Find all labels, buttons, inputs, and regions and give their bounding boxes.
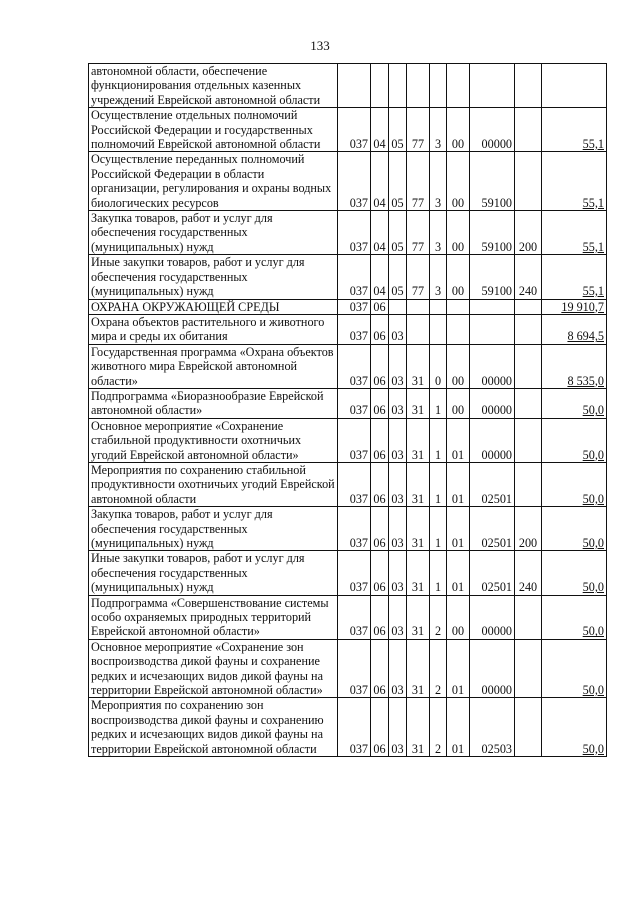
code-cell-c3: 03 xyxy=(389,595,407,639)
code-cell-c3 xyxy=(389,299,407,314)
code-cell-c5 xyxy=(430,314,447,344)
code-cell-c2: 06 xyxy=(371,388,389,418)
code-cell-c3: 03 xyxy=(389,418,407,462)
amount-value: 19 910,7 xyxy=(561,299,604,314)
code-cell-c7: 02501 xyxy=(470,462,515,506)
code-cell-c3: 03 xyxy=(389,551,407,595)
code-cell-c2: 04 xyxy=(371,255,389,299)
code-cell-c4: 31 xyxy=(407,344,430,388)
code-cell-c1: 037 xyxy=(338,507,371,551)
code-cell-c5: 1 xyxy=(430,551,447,595)
code-cell-c6: 00 xyxy=(447,344,470,388)
code-cell-c6 xyxy=(447,299,470,314)
table-row xyxy=(89,314,607,344)
code-cell-c2: 04 xyxy=(371,108,389,152)
amount-cell xyxy=(542,152,607,211)
row-name: Осуществление переданных полномочий Российской Федерации в области организации, регулирования и охраны водных биологических ресурсов xyxy=(89,152,338,211)
code-cell-c8 xyxy=(515,108,542,152)
code-cell-c2: 04 xyxy=(371,211,389,255)
code-cell-c6: 01 xyxy=(447,551,470,595)
code-cell-c1: 037 xyxy=(338,211,371,255)
row-name: Государственная программа «Охрана объектов животного мира Еврейской автономной области» xyxy=(89,344,338,388)
row-name: Осуществление отдельных полномочий Российской Федерации и государственных полномочий Еврейской автономной области xyxy=(89,108,338,152)
amount-value: 55,1 xyxy=(582,195,604,210)
code-cell-c4: 31 xyxy=(407,418,430,462)
code-cell-c7 xyxy=(470,299,515,314)
code-cell-c3: 05 xyxy=(389,108,407,152)
code-cell-c3: 05 xyxy=(389,211,407,255)
amount-value: 55,1 xyxy=(582,239,604,254)
code-cell-c3: 03 xyxy=(389,388,407,418)
code-cell-c3: 03 xyxy=(389,344,407,388)
code-cell-c1: 037 xyxy=(338,152,371,211)
code-cell-c3: 03 xyxy=(389,507,407,551)
code-cell-c5: 2 xyxy=(430,639,447,698)
code-cell-c1: 037 xyxy=(338,639,371,698)
code-cell-c2: 06 xyxy=(371,314,389,344)
code-cell-c5: 1 xyxy=(430,388,447,418)
amount-value: 50,0 xyxy=(582,536,604,550)
row-name: Закупка товаров, работ и услуг для обеспечения государственных (муниципальных) нужд xyxy=(89,211,338,255)
row-name: Мероприятия по сохранению зон воспроизводства дикой фауны и сохранению редких и исчезающих видов дикой фауны на территории Еврейской автономной области xyxy=(89,698,338,757)
budget-table xyxy=(88,63,607,757)
code-cell-c5 xyxy=(430,299,447,314)
amount-cell xyxy=(542,299,607,314)
code-cell-c3: 03 xyxy=(389,314,407,344)
amount-value: 50,0 xyxy=(582,580,604,595)
code-cell-c4 xyxy=(407,299,430,314)
code-cell-c2: 06 xyxy=(371,418,389,462)
code-cell-c8: 240 xyxy=(515,551,542,595)
code-cell-c1: 037 xyxy=(338,462,371,506)
code-cell-c4: 77 xyxy=(407,108,430,152)
code-cell-c8 xyxy=(515,388,542,418)
code-cell-c7: 59100 xyxy=(470,211,515,255)
row-name: Иные закупки товаров, работ и услуг для обеспечения государственных (муниципальных) нужд xyxy=(89,551,338,595)
row-name: Закупка товаров, работ и услуг для обеспечения государственных (муниципальных) нужд xyxy=(89,507,338,551)
code-cell-c7: 59100 xyxy=(470,255,515,299)
code-cell-c7: 00000 xyxy=(470,595,515,639)
amount-cell xyxy=(542,507,607,551)
code-cell-c2 xyxy=(371,64,389,108)
code-cell-c1: 037 xyxy=(338,255,371,299)
page-number: 133 xyxy=(310,38,330,53)
code-cell-c2: 06 xyxy=(371,507,389,551)
code-cell-c8 xyxy=(515,152,542,211)
code-cell-c4: 77 xyxy=(407,152,430,211)
code-cell-c8: 200 xyxy=(515,211,542,255)
code-cell-c5: 1 xyxy=(430,462,447,506)
code-cell-c6: 01 xyxy=(447,639,470,698)
row-name: Подпрограмма «Совершенствование системы особо охраняемых природных территорий Еврейской автономной области» xyxy=(89,595,338,639)
code-cell-c4: 31 xyxy=(407,698,430,757)
code-cell-c5: 1 xyxy=(430,507,447,551)
code-cell-c1: 037 xyxy=(338,698,371,757)
code-cell-c8 xyxy=(515,299,542,314)
code-cell-c5: 0 xyxy=(430,344,447,388)
amount-value: 55,1 xyxy=(582,284,604,299)
table-row xyxy=(89,639,607,698)
code-cell-c8 xyxy=(515,314,542,344)
code-cell-c4: 31 xyxy=(407,595,430,639)
code-cell-c3: 03 xyxy=(389,698,407,757)
amount-cell xyxy=(542,462,607,506)
code-cell-c3 xyxy=(389,64,407,108)
amount-cell xyxy=(542,314,607,344)
table-row xyxy=(89,507,607,551)
table-row xyxy=(89,64,607,108)
code-cell-c7: 00000 xyxy=(470,388,515,418)
code-cell-c8 xyxy=(515,462,542,506)
code-cell-c3: 03 xyxy=(389,639,407,698)
code-cell-c8 xyxy=(515,418,542,462)
amount-value: 50,0 xyxy=(582,741,604,756)
amount-value: 50,0 xyxy=(582,491,604,506)
row-name: Подпрограмма «Биоразнообразие Еврейской автономной области» xyxy=(89,388,338,418)
amount-value: 50,0 xyxy=(582,403,604,418)
code-cell-c4: 31 xyxy=(407,551,430,595)
row-name: Основное мероприятие «Сохранение зон воспроизводства дикой фауны и сохранение редких и исчезающих видов дикой фауны на территории Еврейской автономной области» xyxy=(89,639,338,698)
code-cell-c4: 31 xyxy=(407,507,430,551)
row-name: Охрана объектов растительного и животного мира и среды их обитания xyxy=(89,314,338,344)
code-cell-c7: 59100 xyxy=(470,152,515,211)
amount-value: 50,0 xyxy=(582,683,604,698)
amount-value: 55,1 xyxy=(582,137,604,152)
table-row xyxy=(89,418,607,462)
code-cell-c5: 2 xyxy=(430,595,447,639)
amount-cell xyxy=(542,344,607,388)
row-name: автономной области, обеспечение функционирования отдельных казенных учреждений Еврейской автономной области xyxy=(89,64,338,108)
table-row xyxy=(89,388,607,418)
code-cell-c2: 06 xyxy=(371,551,389,595)
code-cell-c2: 06 xyxy=(371,698,389,757)
code-cell-c6: 00 xyxy=(447,595,470,639)
amount-cell xyxy=(542,698,607,757)
code-cell-c1: 037 xyxy=(338,595,371,639)
code-cell-c4: 77 xyxy=(407,211,430,255)
amount-cell xyxy=(542,388,607,418)
code-cell-c4: 31 xyxy=(407,388,430,418)
amount-cell xyxy=(542,418,607,462)
code-cell-c8 xyxy=(515,595,542,639)
code-cell-c6: 00 xyxy=(447,211,470,255)
table-row xyxy=(89,595,607,639)
table-row xyxy=(89,698,607,757)
code-cell-c7 xyxy=(470,64,515,108)
amount-cell xyxy=(542,64,607,108)
code-cell-c1: 037 xyxy=(338,299,371,314)
code-cell-c2: 06 xyxy=(371,595,389,639)
code-cell-c6: 01 xyxy=(447,507,470,551)
amount-cell xyxy=(542,211,607,255)
code-cell-c1: 037 xyxy=(338,551,371,595)
code-cell-c6 xyxy=(447,314,470,344)
code-cell-c1: 037 xyxy=(338,314,371,344)
code-cell-c4: 31 xyxy=(407,462,430,506)
amount-cell xyxy=(542,595,607,639)
code-cell-c1: 037 xyxy=(338,418,371,462)
code-cell-c8: 240 xyxy=(515,255,542,299)
table-row xyxy=(89,344,607,388)
code-cell-c5: 3 xyxy=(430,152,447,211)
table-row xyxy=(89,211,607,255)
code-cell-c6: 00 xyxy=(447,255,470,299)
code-cell-c7: 00000 xyxy=(470,344,515,388)
code-cell-c8 xyxy=(515,639,542,698)
table-row xyxy=(89,462,607,506)
code-cell-c4: 77 xyxy=(407,255,430,299)
code-cell-c6 xyxy=(447,64,470,108)
code-cell-c5: 3 xyxy=(430,255,447,299)
code-cell-c7: 02503 xyxy=(470,698,515,757)
amount-value: 50,0 xyxy=(582,447,604,462)
code-cell-c4 xyxy=(407,314,430,344)
table-row xyxy=(89,255,607,299)
code-cell-c7: 00000 xyxy=(470,418,515,462)
amount-value: 8 694,5 xyxy=(567,329,604,344)
code-cell-c6: 01 xyxy=(447,462,470,506)
code-cell-c7 xyxy=(470,314,515,344)
code-cell-c6: 00 xyxy=(447,152,470,211)
code-cell-c4 xyxy=(407,64,430,108)
amount-cell xyxy=(542,255,607,299)
code-cell-c5 xyxy=(430,64,447,108)
code-cell-c6: 00 xyxy=(447,108,470,152)
code-cell-c5: 3 xyxy=(430,211,447,255)
table-row xyxy=(89,108,607,152)
code-cell-c3: 03 xyxy=(389,462,407,506)
code-cell-c8 xyxy=(515,344,542,388)
code-cell-c3: 05 xyxy=(389,255,407,299)
amount-value: 50,0 xyxy=(582,624,604,639)
code-cell-c2: 06 xyxy=(371,299,389,314)
code-cell-c5: 1 xyxy=(430,418,447,462)
code-cell-c7: 00000 xyxy=(470,108,515,152)
amount-cell xyxy=(542,108,607,152)
row-name: ОХРАНА ОКРУЖАЮЩЕЙ СРЕДЫ xyxy=(89,299,338,314)
code-cell-c8 xyxy=(515,698,542,757)
code-cell-c1: 037 xyxy=(338,344,371,388)
code-cell-c7: 00000 xyxy=(470,639,515,698)
code-cell-c2: 04 xyxy=(371,152,389,211)
code-cell-c2: 06 xyxy=(371,344,389,388)
code-cell-c4: 31 xyxy=(407,639,430,698)
amount-cell xyxy=(542,639,607,698)
code-cell-c7: 02501 xyxy=(470,507,515,551)
code-cell-c3: 05 xyxy=(389,152,407,211)
code-cell-c1: 037 xyxy=(338,388,371,418)
table-row xyxy=(89,551,607,595)
code-cell-c8: 200 xyxy=(515,507,542,551)
code-cell-c1: 037 xyxy=(338,108,371,152)
table-row xyxy=(89,152,607,211)
code-cell-c6: 01 xyxy=(447,698,470,757)
row-name: Основное мероприятие «Сохранение стабильной продуктивности охотничьих угодий Еврейской автономной области» xyxy=(89,418,338,462)
code-cell-c7: 02501 xyxy=(470,551,515,595)
code-cell-c6: 01 xyxy=(447,418,470,462)
code-cell-c1 xyxy=(338,64,371,108)
code-cell-c2: 06 xyxy=(371,639,389,698)
table-row xyxy=(89,299,607,314)
row-name: Иные закупки товаров, работ и услуг для обеспечения государственных (муниципальных) нужд xyxy=(89,255,338,299)
code-cell-c6: 00 xyxy=(447,388,470,418)
code-cell-c2: 06 xyxy=(371,462,389,506)
code-cell-c5: 3 xyxy=(430,108,447,152)
amount-cell xyxy=(542,551,607,595)
code-cell-c5: 2 xyxy=(430,698,447,757)
amount-value: 8 535,0 xyxy=(567,373,604,388)
row-name: Мероприятия по сохранению стабильной продуктивности охотничьих угодий Еврейской автономной области xyxy=(89,462,338,506)
code-cell-c8 xyxy=(515,64,542,108)
